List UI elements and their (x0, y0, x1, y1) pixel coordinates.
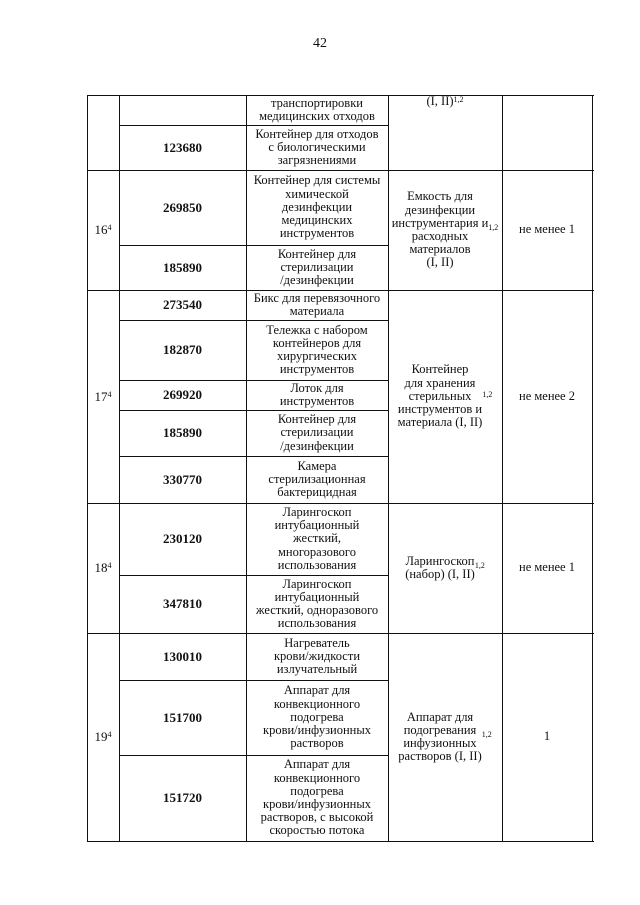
item-code: 273540 (163, 297, 202, 313)
page-number: 42 (313, 36, 327, 51)
item-code: 269850 (163, 199, 202, 215)
group-type: Контейнер для хранения стерильных инструментов и материала (I, II) $^{1,2}$ (397, 362, 493, 430)
item-name: Бикс для перевязочного материала (253, 290, 381, 318)
item-code: 151720 (163, 790, 202, 806)
item-name: Контейнер для стерилизации /дезинфекции (277, 412, 357, 453)
row-number: 17 $^4$ (94, 388, 112, 404)
item-name: Ларингоскоп интубационный жесткий, одноразового использования (255, 576, 379, 631)
item-code: 330770 (163, 471, 202, 487)
item-code: 130010 (163, 648, 202, 664)
item-name: Лоток для инструментов (279, 380, 355, 408)
group-quantity: не менее 1 (519, 560, 575, 575)
item-name: Контейнер для системы химической дезинфекции медицинских инструментов (253, 173, 381, 241)
group-quantity: 1 (543, 729, 551, 744)
item-code: 123680 (163, 139, 202, 155)
item-name: Аппарат для конвекционного подогрева крови/инфузионных растворов, с высокой скоростью потока (260, 757, 374, 838)
group-type: Емкость для дезинфекции инструментария и расходных материалов (I, II) $^{1,2}$ (391, 189, 499, 270)
item-code: 182870 (163, 342, 202, 358)
item-name: Аппарат для конвекционного подогрева крови/инфузионных растворов (263, 683, 371, 751)
row-number: 19 $^4$ (94, 729, 112, 745)
item-code: 230120 (163, 531, 202, 547)
item-name: Нагреватель крови/жидкости излучательный (273, 635, 361, 677)
item-code: 269920 (163, 387, 202, 403)
row-number: 16 $^4$ (94, 222, 112, 238)
row-number: 18 $^4$ (94, 560, 112, 576)
item-code: 185890 (163, 425, 202, 441)
item-name: Камера стерилизационная бактерицидная (268, 458, 366, 500)
item-code: 347810 (163, 596, 202, 612)
group-quantity: не менее 1 (519, 222, 575, 237)
group-quantity: не менее 2 (519, 388, 575, 403)
group-type: (I, II) $^{1,2}$ (426, 94, 464, 109)
group-type: Ларингоскоп (набор) (I, II) $^{1,2}$ (405, 553, 485, 581)
item-code: 151700 (163, 709, 202, 725)
item-name: Контейнер для отходов с биологическими загрязнениями (255, 126, 379, 168)
equipment-table (87, 95, 594, 842)
item-name: Ларингоскоп интубационный жесткий, многоразового использования (274, 504, 360, 572)
item-name: Контейнер для стерилизации /дезинфекции (277, 246, 357, 288)
group-type: Аппарат для подогревания инфузионных растворов (I, II) $^{1,2}$ (398, 709, 492, 764)
item-code: 185890 (163, 259, 202, 275)
item-name: Тележка с набором контейнеров для хирургических инструментов (266, 322, 368, 377)
item-name: транспортировки медицинских отходов (259, 95, 375, 123)
